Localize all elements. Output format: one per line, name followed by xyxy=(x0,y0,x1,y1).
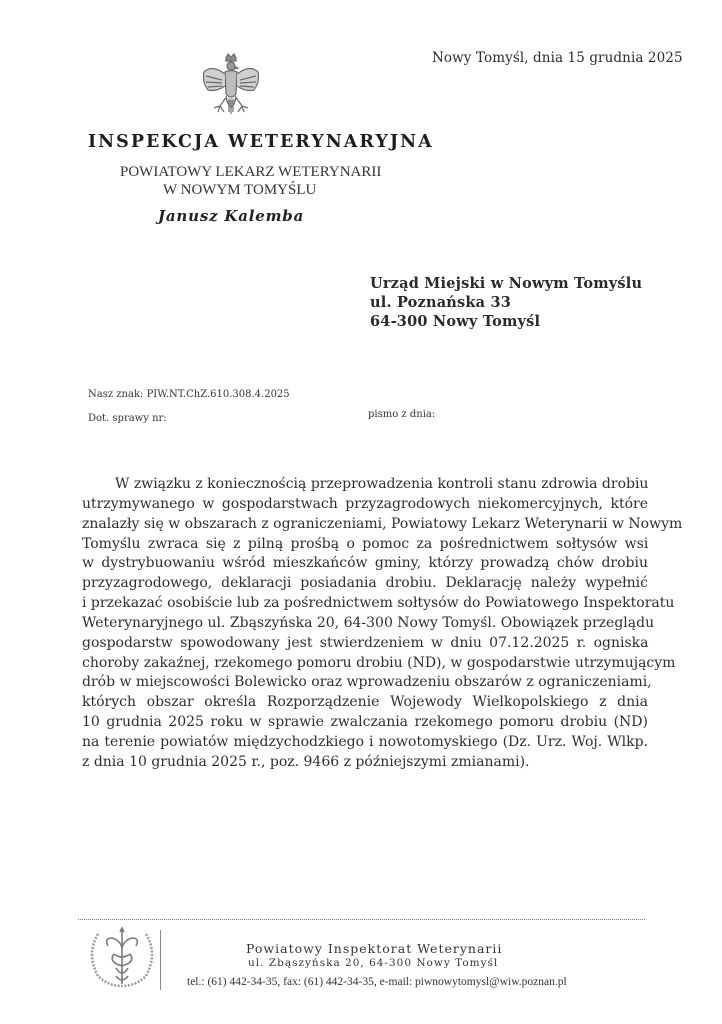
recipient-street: ul. Poznańska 33 xyxy=(370,294,512,311)
place-and-date: Nowy Tomyśl, dnia 15 grudnia 2025 xyxy=(432,50,683,66)
body-line: i przekazać osobiście lub za pośrednictwem sołtysów do Powiatowego Inspektoratu xyxy=(82,595,675,612)
body-line: w dystrybuowaniu wśród mieszkańców gminy, którzy prowadzą chów drobiu xyxy=(82,555,648,572)
footer-contact-info: tel.: (61) 442-34-35, fax: (61) 442-34-35, e-mail: piwnowytomysl@wiw.poznan.pl xyxy=(187,976,567,988)
case-number-label: Dot. sprawy nr: xyxy=(88,413,167,424)
footer-separator xyxy=(160,930,161,990)
body-line: 10 grudnia 2025 roku w sprawie zwalczania rzekomego pomoru drobiu (ND) xyxy=(82,714,648,731)
body-line: przyzagrodowego, deklaracji posiadania drobiu. Deklarację należy wypełnić xyxy=(82,575,648,592)
footer-address: ul. Zbąszyńska 20, 64-300 Nowy Tomyśl xyxy=(248,957,499,969)
recipient-city: 64-300 Nowy Tomyśl xyxy=(370,313,541,330)
body-line: z dnia 10 grudnia 2025 r., poz. 9466 z późniejszymi zmianami). xyxy=(82,753,530,770)
body-line: Tomyślu zwraca się z pilną prośbą o pomoc za pośrednictwem sołtysów wsi xyxy=(82,535,649,552)
footer-organization-name: Powiatowy Inspektorat Weterynarii xyxy=(246,941,503,956)
body-line: Weterynaryjnego ul. Zbąszyńska 20, 64-300 Nowy Tomyśl. Obowiązek przeglądu xyxy=(82,614,655,631)
letter-date-label: pismo z dnia: xyxy=(368,409,436,420)
body-line: znalazły się w obszarach z ograniczeniami, Powiatowy Lekarz Weterynarii w Nowym xyxy=(82,515,683,532)
veterinary-caduceus-logo-icon xyxy=(84,926,160,990)
officer-name: Janusz Kalemba xyxy=(158,207,305,225)
recipient-name: Urząd Miejski w Nowym Tomyślu xyxy=(370,275,643,292)
body-line: utrzymywanego w gospodarstwach przyzagrodowych niekomercyjnych, które xyxy=(82,495,648,512)
body-line: których obszar określa Rozporządzenie Wojewody Wielkopolskiego z dnia xyxy=(82,694,648,711)
body-line: W związku z koniecznością przeprowadzenia kontroli stanu zdrowia drobiu xyxy=(115,476,649,492)
organization-title: INSPEKCJA WETERYNARYJNA xyxy=(88,132,434,152)
body-line: drób w miejscowości Bolewicko oraz wprowadzeniu obszarów z ograniczeniami, xyxy=(82,674,652,691)
organization-location: W NOWYM TOMYŚLU xyxy=(163,182,317,198)
polish-eagle-emblem-icon xyxy=(198,52,264,122)
our-reference: Nasz znak: PIW.NT.ChZ.610.308.4.2025 xyxy=(88,389,290,400)
letter-body xyxy=(82,475,683,773)
body-line: na terenie powiatów międzychodzkiego i nowotomyskiego (Dz. Urz. Woj. Wlkp. xyxy=(82,733,648,750)
body-line: choroby zakaźnej, rzekomego pomoru drobiu (ND), w gospodarstwie utrzymującym xyxy=(82,654,676,671)
body-line: gospodarstw spowodowany jest stwierdzeniem w dniu 07.12.2025 r. ogniska xyxy=(82,634,649,651)
footer-divider xyxy=(78,919,645,920)
organization-subtitle: POWIATOWY LEKARZ WETERYNARII xyxy=(120,164,382,180)
